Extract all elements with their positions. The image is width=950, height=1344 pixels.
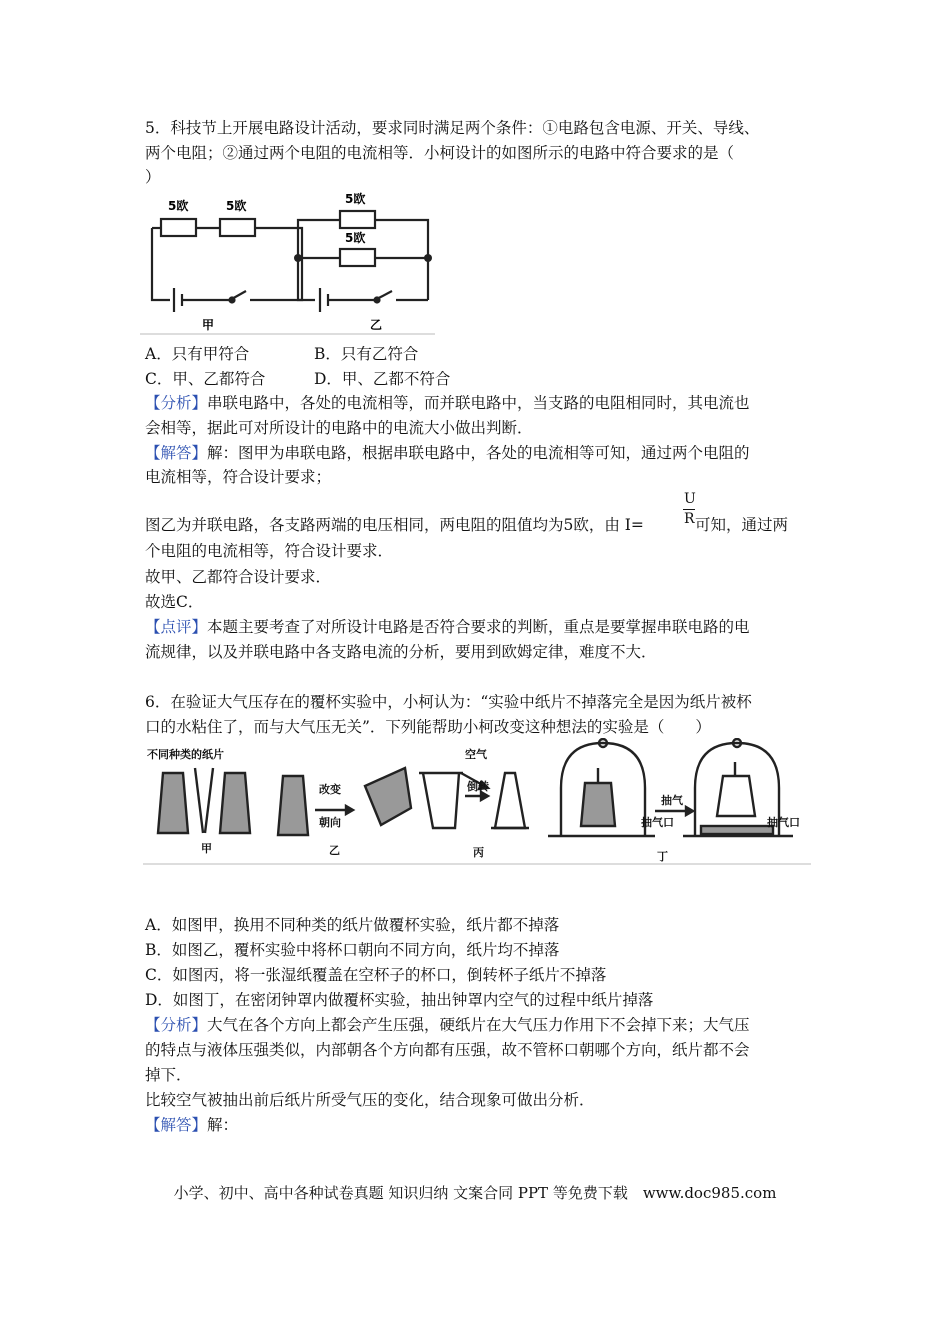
analysis-tag: 【分析】 (145, 394, 208, 412)
q5-answer-line1 (145, 442, 750, 464)
q5-circuit-figure (140, 188, 435, 336)
q5-comment-line2: 流规律，以及并联电路中各支路电流的分析，要用到欧姆定律，难度不大． (145, 643, 657, 661)
q5-yi-label: 乙 (370, 318, 383, 332)
q6-stem-line1: 6．在验证大气压存在的覆杯实验中，小柯认为：“实验中纸片不掉落完全是因为纸片被杯 (145, 693, 752, 711)
q6-option-b: B．如图乙，覆杯实验中将杯口朝向不同方向，纸片均不掉落 (145, 941, 560, 959)
q5-option-a: A．只有甲符合 (145, 345, 250, 363)
q5-answer-line5: 故甲、乙都符合设计要求． (145, 568, 332, 586)
q6-option-a: A．如图甲，换用不同种类的纸片做覆杯实验，纸片都不掉落 (145, 916, 560, 934)
page-footer: 小学、初中、高中各种试卷真题 知识归纳 文案合同 PPT 等免费下载 www.doc985.com (173, 1184, 777, 1202)
q5-answer-line3b: 可知，通过两 (695, 516, 789, 534)
analysis-text: 大气在各个方向上都会产生压强，硬纸片在大气压力作用下不会掉下来；大气压 (207, 1016, 750, 1034)
q5-stem-line3: ） (145, 168, 161, 186)
q5-comment-line1 (145, 616, 750, 638)
q5-r4-label: 5欧 (345, 231, 366, 245)
q5-stem-line2: 两个电阻；②通过两个电阻的电流相等．小柯设计的如图所示的电路中符合要求的是（ (145, 144, 735, 162)
q5-r1-label: 5欧 (168, 199, 189, 213)
q6-air-label: 空气 (465, 748, 487, 761)
q6-jia-label: 甲 (201, 842, 212, 855)
q5-r3-label: 5欧 (345, 192, 366, 206)
q5-jia-label: 甲 (202, 318, 215, 332)
q6-analysis-line3: 掉下． (145, 1066, 192, 1084)
q6-change1-label: 改变 (319, 783, 341, 796)
q5-answer-line6: 故选C． (145, 593, 204, 611)
q6-paper-label: 不同种类的纸片 (147, 748, 224, 761)
q6-analysis-line2: 的特点与液体压强类似，内部朝各个方向都有压强，故不管杯口朝哪个方向，纸片都不会 (145, 1041, 750, 1059)
q5-analysis-line2: 会相等，据此可对所设计的电路中的电流大小做出判断． (145, 419, 533, 437)
fraction-denominator: R (684, 511, 695, 527)
q6-analysis-line4: 比较空气被抽出前后纸片所受气压的变化，结合现象可做出分析． (145, 1091, 595, 1109)
q6-pump-label: 抽气 (661, 794, 683, 807)
q6-stem-line2: 口的水粘住了，而与大气压无关”．下列能帮助小柯改变这种想法的实验是（ ） (145, 718, 711, 736)
q6-change2-label: 朝向 (319, 816, 341, 829)
q5-answer-line4: 个电阻的电流相等，符合设计要求． (145, 542, 394, 560)
q5-stem-line1: 5．科技节上开展电路设计活动，要求同时满足两个条件：①电路包含电源、开关、导线、 (145, 119, 760, 137)
q6-invert-label: 倒转 (467, 780, 489, 793)
q6-experiment-figure (143, 738, 811, 866)
comment-text: 本题主要考查了对所设计电路是否符合要求的判断，重点是要掌握串联电路的电 (207, 618, 750, 636)
answer-text: 解： (207, 1116, 239, 1134)
comment-tag: 【点评】 (145, 618, 208, 636)
answer-text: 解：图甲为串联电路，根据串联电路中，各处的电流相等可知，通过两个电阻的 (207, 444, 750, 462)
q6-analysis-line1 (145, 1014, 750, 1036)
q6-outlet1-label: 抽气口 (641, 816, 674, 829)
q6-outlet2-label: 抽气口 (767, 816, 800, 829)
q5-option-c: C．甲、乙都符合 (145, 370, 266, 388)
q5-r2-label: 5欧 (226, 199, 247, 213)
fraction-numerator: U (684, 491, 696, 507)
q5-answer-line2: 电流相等，符合设计要求； (145, 468, 332, 486)
answer-tag: 【解答】 (145, 1116, 208, 1134)
analysis-tag: 【分析】 (145, 1016, 208, 1034)
q5-option-d: D．甲、乙都不符合 (314, 370, 451, 388)
q5-answer-line3a: 图乙为并联电路，各支路两端的电压相同，两电阻的阻值均为5欧，由 I= (145, 516, 644, 534)
q6-answer-line1 (145, 1114, 238, 1136)
q6-yi-label: 乙 (329, 844, 340, 857)
q6-ding-label: 丁 (657, 850, 668, 863)
analysis-text: 串联电路中，各处的电流相等，而并联电路中，当支路的电阻相同时，其电流也 (207, 394, 750, 412)
q5-option-b: B．只有乙符合 (314, 345, 419, 363)
q6-option-c: C．如图丙，将一张湿纸覆盖在空杯子的杯口，倒转杯子纸片不掉落 (145, 966, 607, 984)
q5-analysis-line1 (145, 392, 750, 414)
q6-bing-label: 丙 (473, 846, 484, 859)
q6-option-d: D．如图丁，在密闭钟罩内做覆杯实验，抽出钟罩内空气的过程中纸片掉落 (145, 991, 654, 1009)
fraction-bar (683, 509, 695, 510)
answer-tag: 【解答】 (145, 444, 208, 462)
